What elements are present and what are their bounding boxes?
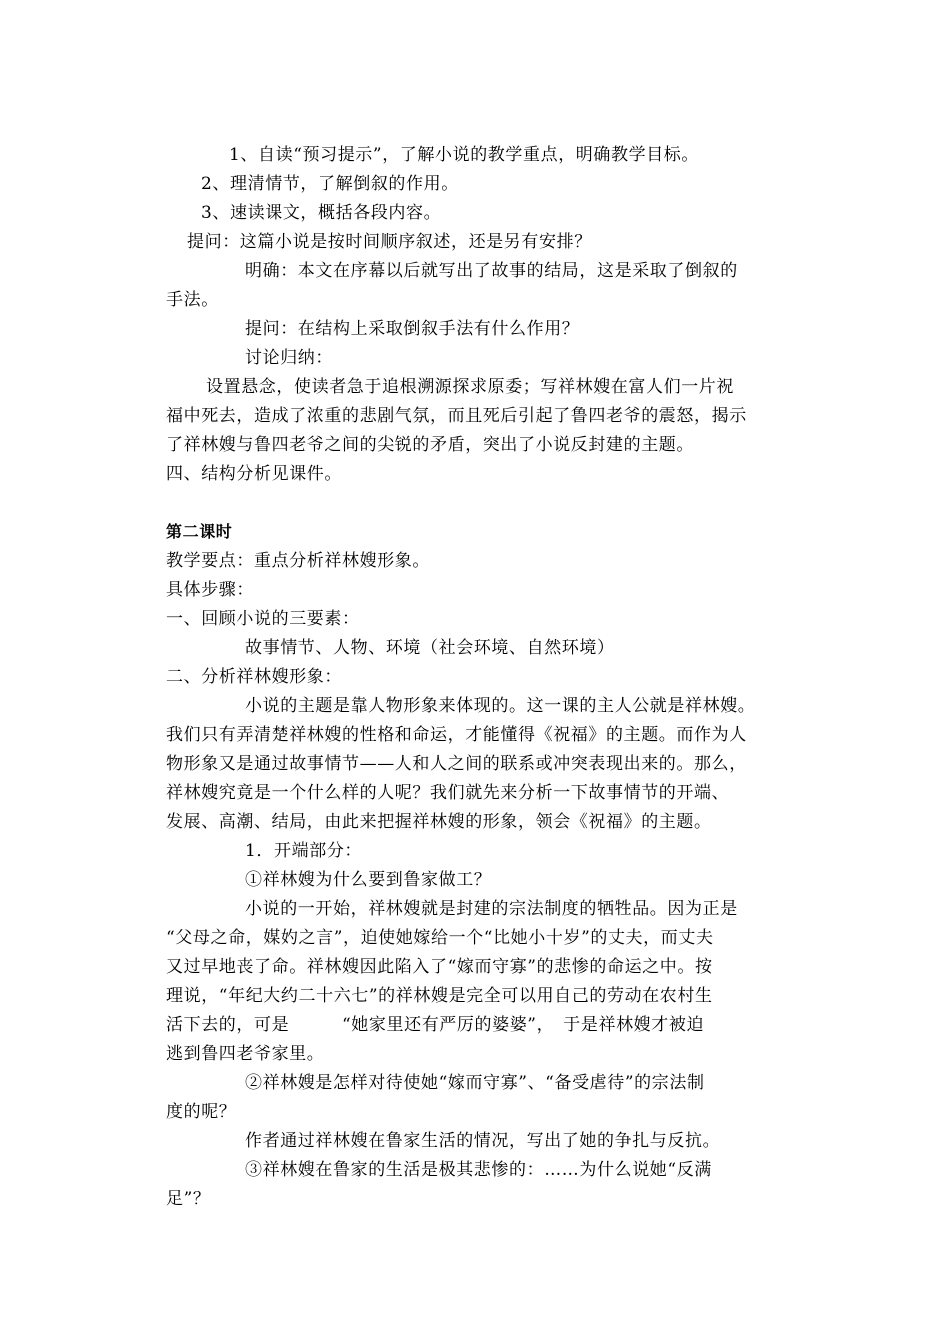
paragraph-line: 活下去的，可是 “她家里还有严厉的婆婆”， 于是祥林嫂才被迫 bbox=[166, 1015, 705, 1035]
paragraph-line: 发展、高潮、结局，由此来把握祥林嫂的形象，领会《祝福》的主题。 bbox=[166, 812, 712, 832]
paragraph-line: 逃到鲁四老爷家里。 bbox=[166, 1044, 325, 1064]
question-line-cont: 足”？ bbox=[166, 1189, 211, 1209]
paragraph-line: 又过早地丧了命。祥林嫂因此陷入了“嫁而守寡”的悲惨的命运之中。按 bbox=[166, 957, 713, 977]
paragraph-line: 故事情节、人物、环境（社会环境、自然环境） bbox=[245, 638, 615, 658]
question-line: ②祥林嫂是怎样对待使她“嫁而守寡”、“备受虐待”的宗法制 bbox=[245, 1073, 705, 1093]
section-heading: 一、回顾小说的三要素： bbox=[166, 609, 360, 629]
question-line: ③祥林嫂在鲁家的生活是极其悲惨的：……为什么说她“反满 bbox=[245, 1160, 712, 1180]
paragraph-line: 小说的主题是靠人物形象来体现的。这一课的主人公就是祥林嫂。 bbox=[245, 696, 756, 716]
paragraph-line: 小说的一开始，祥林嫂就是封建的宗法制度的牺牲品。因为正是 bbox=[245, 899, 738, 919]
section-heading: 四、结构分析见课件。 bbox=[166, 464, 342, 484]
paragraph-line: “父母之命，媒妁之言”，迫使她嫁给一个“比她小十岁”的丈夫，而丈夫 bbox=[166, 928, 714, 948]
question-line: 提问：这篇小说是按时间顺序叙述，还是另有安排？ bbox=[187, 232, 592, 252]
section-heading: 二、分析祥林嫂形象： bbox=[166, 667, 342, 687]
question-line-cont: 度的呢？ bbox=[166, 1102, 237, 1122]
paragraph-line: 了祥林嫂与鲁四老爷之间的尖锐的矛盾，突出了小说反封建的主题。 bbox=[166, 435, 694, 455]
list-item-3: 3、速读课文，概括各段内容。 bbox=[201, 203, 442, 223]
discussion-label: 讨论归纳： bbox=[245, 348, 333, 368]
teaching-point: 教学要点：重点分析祥林嫂形象。 bbox=[166, 551, 430, 571]
list-item-1: 1、自读“预习提示”，了解小说的教学重点，明确教学目标。 bbox=[229, 145, 699, 165]
answer-line: 明确：本文在序幕以后就写出了故事的结局，这是采取了倒叙的 bbox=[245, 261, 738, 281]
paragraph-line: 理说，“年纪大约二十六七”的祥林嫂是完全可以用自己的劳动在农村生 bbox=[166, 986, 713, 1006]
paragraph-line: 祥林嫂究竟是一个什么样的人呢？我们就先来分析一下故事情节的开端、 bbox=[166, 783, 730, 803]
paragraph-line: 设置悬念，使读者急于追根溯源探求原委；写祥林嫂在富人们一片祝 bbox=[206, 377, 734, 397]
steps-label: 具体步骤： bbox=[166, 580, 254, 600]
lesson-title: 第二课时 bbox=[166, 522, 233, 541]
paragraph-line: 我们只有弄清楚祥林嫂的性格和命运，才能懂得《祝福》的主题。而作为人 bbox=[166, 725, 747, 745]
question-line: ①祥林嫂为什么要到鲁家做工？ bbox=[245, 870, 492, 890]
answer-line-cont: 手法。 bbox=[166, 290, 219, 310]
question-line: 提问：在结构上采取倒叙手法有什么作用？ bbox=[245, 319, 580, 339]
subsection-heading: 1．开端部分： bbox=[245, 841, 363, 861]
list-item-2: 2、理清情节，了解倒叙的作用。 bbox=[201, 174, 459, 194]
paragraph-line: 作者通过祥林嫂在鲁家生活的情况，写出了她的争扎与反抗。 bbox=[245, 1131, 721, 1151]
paragraph-line: 福中死去，造成了浓重的悲剧气氛，而且死后引起了鲁四老爷的震怒，揭示 bbox=[166, 406, 747, 426]
paragraph-line: 物形象又是通过故事情节——人和人之间的联系或冲突表现出来的。那么， bbox=[166, 754, 747, 774]
